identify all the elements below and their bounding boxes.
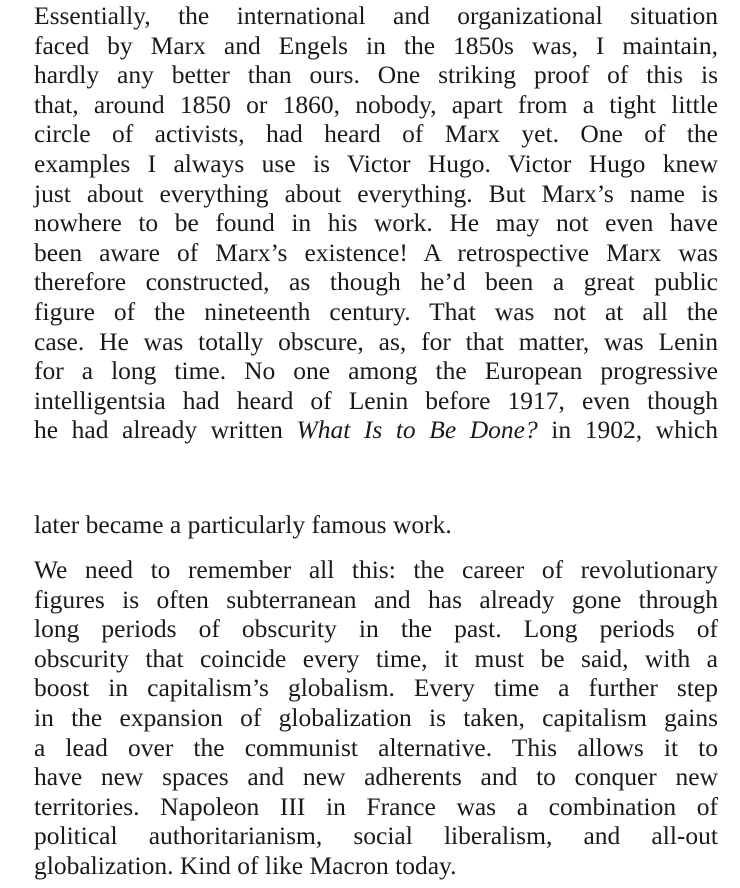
text-line: boost in capitalism’s globalism. Every time a further step xyxy=(34,673,718,703)
text-line: globalization. Kind of like Macron today. xyxy=(34,850,457,880)
text-line: obscurity that coincide every time, it must be said, with a xyxy=(34,643,718,673)
text-fragment: in 1902, which xyxy=(537,415,718,445)
text-line: political authoritarianism, social liberalism, and all-out xyxy=(34,821,718,851)
text-line: examples I always use is Victor Hugo. Victor Hugo knew xyxy=(34,148,718,178)
text-line: just about everything about everything. But Marx’s name is xyxy=(34,178,718,208)
paragraph-revolutionary-figures xyxy=(34,555,718,881)
text-line: been aware of Marx’s existence! A retrospective Marx was xyxy=(34,237,718,267)
text-line: long periods of obscurity in the past. Long periods of xyxy=(34,614,718,644)
text-line: figure of the nineteenth century. That was not at all the xyxy=(34,296,718,326)
text-line: hardly any better than ours. One striking proof of this is xyxy=(34,60,718,90)
text-line: nowhere to be found in his work. He may not even have xyxy=(34,208,718,238)
text-line: We need to remember all this: the career of revolutionary xyxy=(34,555,718,584)
text-fragment: he had already written xyxy=(34,415,297,445)
book-title-italic: What Is to Be Done? xyxy=(296,415,538,445)
paragraph-continuation xyxy=(34,510,718,540)
text-line-with-title xyxy=(34,415,718,445)
text-line: for a long time. No one among the European progressive xyxy=(34,356,718,386)
text-line: faced by Marx and Engels in the 1850s was, I maintain, xyxy=(34,30,718,60)
text-line: Essentially, the international and organizational situation xyxy=(34,1,718,30)
paragraph-marx-engels xyxy=(34,1,718,445)
text-line: circle of activists, had heard of Marx yet. One of the xyxy=(34,119,718,149)
text-line: figures is often subterranean and has already gone through xyxy=(34,584,718,614)
text-line: have new spaces and new adherents and to conquer new xyxy=(34,762,718,792)
text-line: in the expansion of globalization is taken, capitalism gains xyxy=(34,702,718,732)
text-line: that, around 1850 or 1860, nobody, apart from a tight little xyxy=(34,89,718,119)
text-line: territories. Napoleon III in France was a combination of xyxy=(34,791,718,821)
text-line: therefore constructed, as though he’d been a great public xyxy=(34,267,718,297)
text-line: later became a particularly famous work. xyxy=(34,510,452,539)
text-line: case. He was totally obscure, as, for that matter, was Lenin xyxy=(34,326,718,356)
text-line: intelligentsia had heard of Lenin before 1917, even though xyxy=(34,385,718,415)
text-line: a lead over the communist alternative. This allows it to xyxy=(34,732,718,762)
